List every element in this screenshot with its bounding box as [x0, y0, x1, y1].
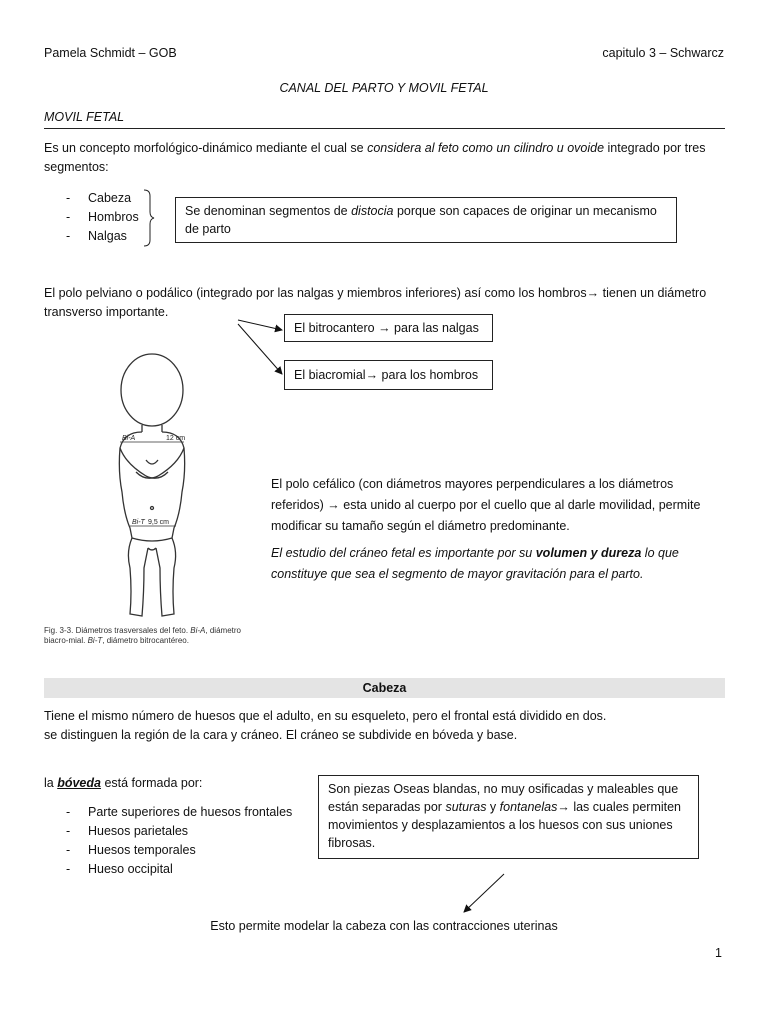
value-bi-a: 12 cm [166, 435, 186, 442]
biacromial-box: El biacromial→ para los hombros [284, 360, 493, 390]
value-bi-t: 9,5 cm [148, 519, 170, 526]
bitrocantero-box: El bitrocantero → para las nalgas [284, 314, 493, 342]
section-divider [44, 128, 725, 129]
list-item: - Huesos parietales [44, 822, 292, 841]
cabeza-paragraph-1: Tiene el mismo número de huesos que el adulto, en su esqueleto, pero el frontal está dividido en dos. [44, 709, 607, 723]
segments-bracket [140, 188, 160, 248]
document-title: CANAL DEL PARTO Y MOVIL FETAL [279, 81, 489, 95]
craneo-paragraph: El estudio del cráneo fetal es importante por su volumen y dureza lo que constituye que sea el segmento de mayor gravitación para el parto. [271, 546, 679, 581]
cabeza-paragraph-2: se distinguen la región de la cara y cráneo. El cráneo se subdivide en bóveda y base. [44, 728, 518, 742]
arrow-to-conclusion [456, 870, 512, 920]
boveda-list [44, 803, 292, 879]
page-number: 1 [715, 946, 722, 960]
section-heading-movil-fetal: MOVIL FETAL [44, 110, 125, 124]
list-item: - Nalgas [44, 227, 139, 246]
header-chapter: capitulo 3 – Schwarcz [602, 46, 724, 60]
list-item: - Huesos temporales [44, 841, 292, 860]
figure-caption: Fig. 3-3. Diámetros trasversales del feto. Bi-A, diámetro biacro-mial. Bi-T, diámetro bitrocantéreo. [44, 626, 241, 645]
header-author: Pamela Schmidt – GOB [44, 46, 177, 60]
distocia-note-box: Se denominan segmentos de distocia porque son capaces de originar un mecanismo de parto [175, 197, 677, 243]
polo-pelviano-paragraph: El polo pelviano o podálico (integrado por las nalgas y miembros inferiores) así como los hombros→ tienen un diámetro transverso importante. [44, 286, 707, 319]
section-heading-cabeza: Cabeza [44, 678, 725, 698]
segments-list [44, 189, 139, 246]
list-item: - Hueso occipital [44, 860, 292, 879]
list-item: - Cabeza [44, 189, 139, 208]
list-item: - Hombros [44, 208, 139, 227]
label-bi-t: Bi-T [132, 519, 145, 526]
arrows-to-diameters [230, 312, 290, 384]
intro-paragraph: Es un concepto morfológico-dinámico mediante el cual se considera al feto como un cilindro u ovoide integrado por tres segmentos: [44, 141, 706, 174]
piezas-oseas-box: Son piezas Oseas blandas, no muy osificadas y maleables que están separadas por suturas y fontanelas→ las cuales permiten movimientos y desplazamientos a los huesos con sus uniones fibrosas. [318, 775, 699, 859]
polo-cefalico-paragraph: El polo cefálico (con diámetros mayores perpendiculares a los diámetros referidos) → esta unido al cuerpo por el cuello que al darle movilidad, permite modificar su tamaño según el diámetro predominante. [271, 477, 701, 533]
list-item: - Parte superiores de huesos frontales [44, 803, 292, 822]
fetus-figure [96, 352, 236, 624]
conclusion-text: Esto permite modelar la cabeza con las contracciones uterinas [210, 919, 558, 933]
label-bi-a: Bi-A [122, 435, 136, 442]
boveda-heading: la bóveda está formada por: [44, 776, 203, 790]
